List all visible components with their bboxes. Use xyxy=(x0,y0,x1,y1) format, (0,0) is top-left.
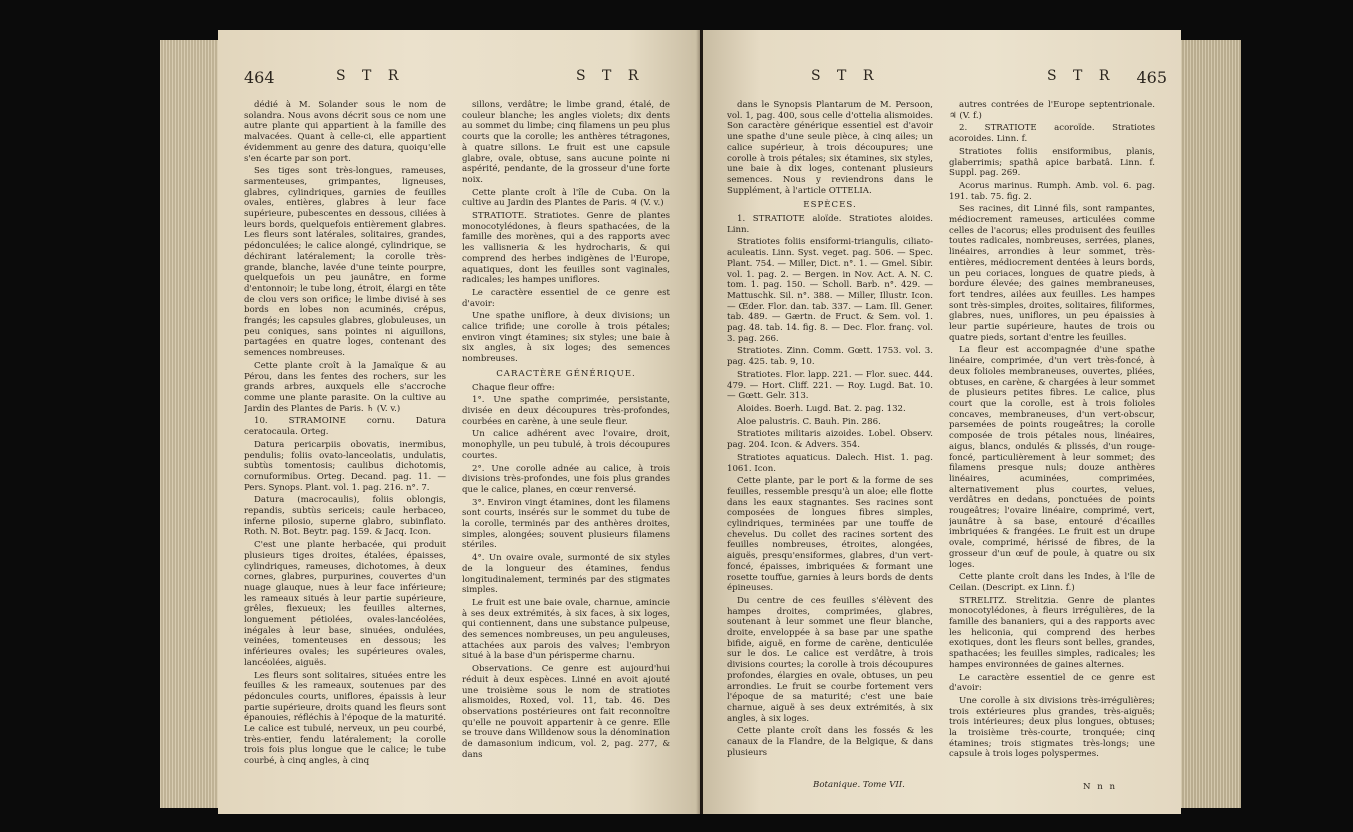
paragraph: Chaque fleur offre: xyxy=(472,382,555,393)
paragraph: Aloe palustris. C. Bauh. Pin. 286. xyxy=(737,416,881,427)
paragraph: Datura (macrocaulis), foliis oblongis, repandis, subtùs sericeis; caule herbaceo, inferne pilosio, superne glabro, subinflato. Roth. N. Bot. Beytr. pag. 159. & Jacq. Icon. xyxy=(244,495,446,538)
running-head-left-1: S T R xyxy=(336,68,405,84)
left-page xyxy=(218,30,700,814)
paragraph: C'est une plante herbacée, qui produit plusieurs tiges droites, étalées, épaisses, cylindriques, rameuses, dichotomes, à deux cornes, glabres, purpurines, couvertes d'un nuage glauque, nues à leur face inférieure; les rameaux situés à leur partie supérieure, grêles, flexueux; les feuilles alternes, longuement pétiolées, ovales-lancéolées, inégales à leur base, sinuées, ondulées, veinées, tomenteuses en dessous; les inférieures ovales; les supérieures ovales, lancéolées, aiguës. xyxy=(244,540,446,668)
paragraph: dans le Synopsis Plantarum de M. Persoon, vol. 1, pag. 400, sous celle d'ottelia alismoides. Son caractère générique essentiel est d'avoir une spathe d'une seule pièce, à cinq ailes; un calice supérieur, à trois découpures; une corolle à trois pétales; six étamines, six styles, une baie à dix loges, contenant plusieurs semences. Nous y reviendrons dans le Supplément, à l'article OTTELIA. xyxy=(727,100,933,196)
running-head-right-2: S T R xyxy=(1047,68,1116,84)
paragraph: Acorus marinus. Rumph. Amb. vol. 6. pag. 191. tab. 75. fig. 2. xyxy=(949,180,1155,202)
paragraph: Stratiotes militaris aizoides. Lobel. Observ. pag. 204. Icon. & Advers. 354. xyxy=(727,429,933,451)
paragraph: Le caractère essentiel de ce genre est d'avoir: xyxy=(462,287,670,309)
paragraph: Cette plante croît à l'île de Cuba. On la cultive au Jardin des Plantes de Paris. ♃ (V. v.) xyxy=(462,187,670,209)
paragraph: 10. STRAMOINE cornu. Datura ceratocaula. Orteg. xyxy=(244,416,446,438)
paragraph: STRELITZ. Strelitzia. Genre de plantes monocotylédones, à fleurs irrégulières, de la famille des bananiers, qui a des rapports avec les heliconia, qui comprend des herbes exotiques, dont les fleurs sont belles, grandes, spathacées; les feuilles simples, radicales; les hampes environnées de gaines alternes. xyxy=(949,595,1155,670)
right-page-column-2 xyxy=(949,100,1155,762)
paragraph: Stratiotes aquaticus. Dalech. Hist. 1. pag. 1061. Icon. xyxy=(727,452,933,474)
right-page-header xyxy=(729,68,1167,90)
paragraph: Un calice adhérent avec l'ovaire, droit, monophylle, un peu tubulé, à trois découpures courtes. xyxy=(462,429,670,461)
paragraph: 3°. Environ vingt étamines, dont les filamens sont courts, insérés sur le sommet du tube de la corolle, terminés par des anthères droites, simples, alongées; souvent plusieurs filamens stériles. xyxy=(462,497,670,551)
paragraph: Le caractère essentiel de ce genre est d'avoir: xyxy=(949,672,1155,694)
left-page-header xyxy=(244,68,686,90)
paragraph: Cette plante, par le port & la forme de ses feuilles, ressemble presqu'à un aloe; elle flotte dans les eaux stagnantes. Ses racines sont composées de longues fibres simples, cylindriques, terminées par une touffe de chevelus. Du collet des racines sortent des feuilles nombreuses, étroites, alongées, aiguës, presqu'ensiformes, glabres, d'un vert-foncé, épaisses, imbriquées & formant une rosette touffue, garnies à leurs bords de dents épineuses. xyxy=(727,476,933,594)
right-page xyxy=(703,30,1181,814)
page-edges-right xyxy=(1181,40,1241,808)
paragraph: CARACTÈRE GÉNÉRIQUE. xyxy=(496,368,636,379)
paragraph: Stratiotes foliis ensiformi-triangulis, ciliato-aculeatis. Linn. Syst. veget. pag. 506. — Spec. Plant. 754. — Miller, Dict. n°. 1. — Gmel. Sibir. vol. 1. pag. 2. — Bergen. in Nov. Act. A. N. C. tom. 1. pag. 150. — Scholl. Barb. n°. 429. — Mattuschk. Sil. n°. 388. — Miller, Illustr. Icon. — Œder. Flor. dan. tab. 337. — Lam. Ill. Gener. tab. 489. — Gærtn. de Fruct. & Sem. vol. 1. pag. 48. tab. 14. fig. 8. — Dec. Flor. franç. vol. 3. pag. 266. xyxy=(727,237,933,344)
paragraph: STRATIOTE. Stratiotes. Genre de plantes monocotylédones, à fleurs spathacées, de la famille des morènes, qui a des rapports avec les vallisneria & les hydrocharis, & qui comprend des herbes indigènes de l'Europe, aquatiques, dont les feuilles sont vaginales, radicales; les hampes uniflores. xyxy=(462,211,670,286)
paragraph: ESPÈCES. xyxy=(803,200,857,211)
paragraph: 4°. Un ovaire ovale, surmonté de six styles de la longueur des étamines, fendus longitudinalement, terminés par des stigmates simples. xyxy=(462,553,670,596)
right-page-column-1 xyxy=(727,100,933,760)
volume-footer: Botanique. Tome VII. xyxy=(813,780,905,790)
left-page-column-1 xyxy=(244,100,446,769)
running-head-left-2: S T R xyxy=(576,68,645,84)
running-head-right-1: S T R xyxy=(811,68,880,84)
paragraph: Cette plante croît à la Jamaïque & au Pérou, dans les fentes des rochers, sur les grands arbres, auxquels elle s'accroche comme une plante parasite. On la cultive au Jardin des Plantes de Paris. ♄ (V. v.) xyxy=(244,360,446,414)
paragraph: Le fruit est une baie ovale, charnue, amincie à ses deux extrémités, à six faces, à six loges, qui contiennent, dans une substance pulpeuse, des semences nombreuses, un peu anguleuses, attachées aux parois des valves; l'embryon situé à la base d'un périsperme charnu. xyxy=(462,597,670,662)
page-number-left: 464 xyxy=(244,68,275,87)
paragraph: Une spathe uniflore, à deux divisions; un calice trifide; une corolle à trois pétales; environ vingt étamines; six styles; une baie à six angles, à six loges; des semences nombreuses. xyxy=(462,311,670,365)
paragraph: Une corolle à six divisions très-irrégulières; trois extérieures plus grandes, très-aiguës; trois intérieures; deux plus longues, obtuses; la troisième très-courte, tronquée; cinq étamines; trois stigmates très-longs; une capsule à trois loges polyspermes. xyxy=(949,695,1155,760)
paragraph: 1°. Une spathe comprimée, persistante, divisée en deux découpures très-profondes, courbées en carène, à une seule fleur. xyxy=(462,395,670,427)
paragraph: 2. STRATIOTE acoroïde. Stratiotes acoroides. Linn. f. xyxy=(949,123,1155,145)
paragraph: dédié à M. Solander sous le nom de solandra. Nous avons décrit sous ce nom une autre plante qui appartient à la famille des malvacées. Quant à celle-ci, elle appartient évidemment au genre des datura, quoiqu'elle s'en écarte par son port. xyxy=(244,100,446,164)
paragraph: La fleur est accompagnée d'une spathe linéaire, comprimée, d'un vert très-foncé, à deux folioles membraneuses, ouvertes, pliées, obtuses, en carène, & chargées à leur sommet de plusieurs petites fibres. Le calice, plus court que la corolle, est à trois folioles concaves, membraneuses, d'un vert-obscur, parsemées de points rougeâtres; la corolle composée de trois pétales nous, linéaires, aigus, blancs, ondulés & plissés, d'un rouge-foncé, particulièrement à leur sommet; des filamens presque nuls; douze anthères linéaires, acuminées, comprimées, alternativement plus courtes, velues, verdâtres en dedans, ponctuées de points rougeâtres; l'ovaire linéaire, comprimé, vert, jaunâtre à sa base, entouré d'écailles imbriquées & frangées. Le fruit est un drupe ovale, comprimé, hérissé de fibres, de la grosseur d'un œuf de poule, à quatre ou six loges. xyxy=(949,345,1155,570)
paragraph: Stratiotes. Flor. lapp. 221. — Flor. suec. 444. 479. — Hort. Cliff. 221. — Roy. Lugd. Bat. 10. — Gœtt. Gelr. 313. xyxy=(727,369,933,402)
page-edges-left xyxy=(160,40,218,808)
paragraph: sillons, verdâtre; le limbe grand, étalé, de couleur blanche; les angles violets; dix dents au sommet du limbe; cinq filamens un peu plus courts que la corolle; les anthères tétragones, à quatre sillons. Le fruit est une capsule glabre, ovale, obtuse, sans aucune pointe ni aspérité, pendante, de la grosseur d'une forte noix. xyxy=(462,100,670,185)
paragraph: Ses racines, dit Linné fils, sont rampantes, médiocrement rameuses, articulées comme celles de l'acorus; elles produisent des feuilles toutes radicales, nombreuses, serrées, planes, linéaires, arrondies à leur sommet, très-entières, médiocrement dentées à leurs bords, un peu coriaces, longues de quatre pieds, à bordure élevée; des gaines membraneuses, fort tendres, ailées aux feuilles. Les hampes sont très-simples, droites, solitaires, filiformes, glabres, nues, uniflores, un peu épaissies à leur partie supérieure, hautes de trois ou quatre pieds, sortant d'entre les feuilles. xyxy=(949,204,1155,343)
paragraph: autres contrées de l'Europe septentrionale. ♃ (V. f.) xyxy=(949,100,1155,121)
signature-mark: N n n xyxy=(1083,782,1118,792)
paragraph: Stratiotes foliis ensiformibus, planis, glaberrimis; spathâ apice barbatâ. Linn. f. Suppl. pag. 269. xyxy=(949,146,1155,179)
paragraph: Datura pericarpiis obovatis, inermibus, pendulis; foliis ovato-lanceolatis, undulatis, subtùs tomentosis; caulibus dichotomis, cornuformibus. Orteg. Decand. pag. 11. — Pers. Synops. Plant. vol. 1. pag. 216. n°. 7. xyxy=(244,439,446,493)
paragraph: Cette plante croît dans les fossés & les canaux de la Flandre, de la Belgique, & dans plusieurs xyxy=(727,726,933,758)
paragraph: Aloides. Boerh. Lugd. Bat. 2. pag. 132. xyxy=(737,403,906,414)
paragraph: Cette plante croît dans les Indes, à l'île de Ceilan. (Descript. ex Linn. f.) xyxy=(949,572,1155,593)
paragraph: 2°. Une corolle adnée au calice, à trois divisions très-profondes, une fois plus grandes que le calice, planes, en cœur renversé. xyxy=(462,463,670,495)
paragraph: Observations. Ce genre est aujourd'hui réduit à deux espèces. Linné en avoit ajouté une troisième sous le nom de stratiotes alismoides, Roxed, vol. 11, tab. 46. Des observations postérieures ont fait reconnoître qu'elle ne pouvoit appartenir à ce genre. Elle se trouve dans Willdenow sous la dénomination de damasonium indicum, vol. 2, pag. 277, & dans xyxy=(462,664,670,760)
paragraph: Les fleurs sont solitaires, situées entre les feuilles & les rameaux, soutenues par des pédoncules courts, uniflores, épaissis à leur partie supérieure, droits quand les fleurs sont épanouies, réfléchis à l'époque de la maturité. Le calice est tubulé, nerveux, un peu courbé, très-entier, fendu latéralement; la corolle trois fois plus longue que le calice; le tube courbé, à cinq angles, à cinq xyxy=(244,670,446,767)
left-page-column-2 xyxy=(462,100,670,762)
page-number-right: 465 xyxy=(1136,68,1167,87)
paragraph: Stratiotes. Zinn. Comm. Gœtt. 1753. vol. 3. pag. 425. tab. 9, 10. xyxy=(727,346,933,368)
paragraph: 1. STRATIOTE aloïde. Stratiotes aloides. Linn. xyxy=(727,214,933,235)
paragraph: Du centre de ces feuilles s'élèvent des hampes droites, comprimées, glabres, soutenant à leur sommet une fleur blanche, droite, enveloppée à sa base par une spathe bifide, aiguë, en forme de carène, denticulée sur le dos. Le calice est verdâtre, à trois divisions courtes; la corolle à trois découpures profondes, élargies en ovale, obtuses, un peu arrondies. Le fruit se courbe fortement vers l'époque de sa maturité; c'est une baie charnue, aiguë à ses deux extrémités, à six angles, à six loges. xyxy=(727,595,933,724)
paragraph: Ses tiges sont très-longues, rameuses, sarmenteuses, grimpantes, ligneuses, glabres, cylindriques, garnies de feuilles ovales, entières, glabres à leur face supérieure, pubescentes en dessous, ciliées à leurs bords, quelquefois entièrement glabres. Les fleurs sont latérales, solitaires, grandes, pédonculées; le calice alongé, cylindrique, se déchirant latéralement; la corolle très-grande, blanche, lavée d'une teinte pourpre, quelquefois un peu jaunâtre, en forme d'entonnoir; le tube long, étroit, élargi en tête de clou vers son orifice; le limbe divisé à ses bords en lobes non acuminés, crépus, frangés; les capsules glabres, globuleuses, un peu coniques, sans pointes ni aiguillons, partagées en quatre loges, contenant des semences nombreuses. xyxy=(244,166,446,359)
